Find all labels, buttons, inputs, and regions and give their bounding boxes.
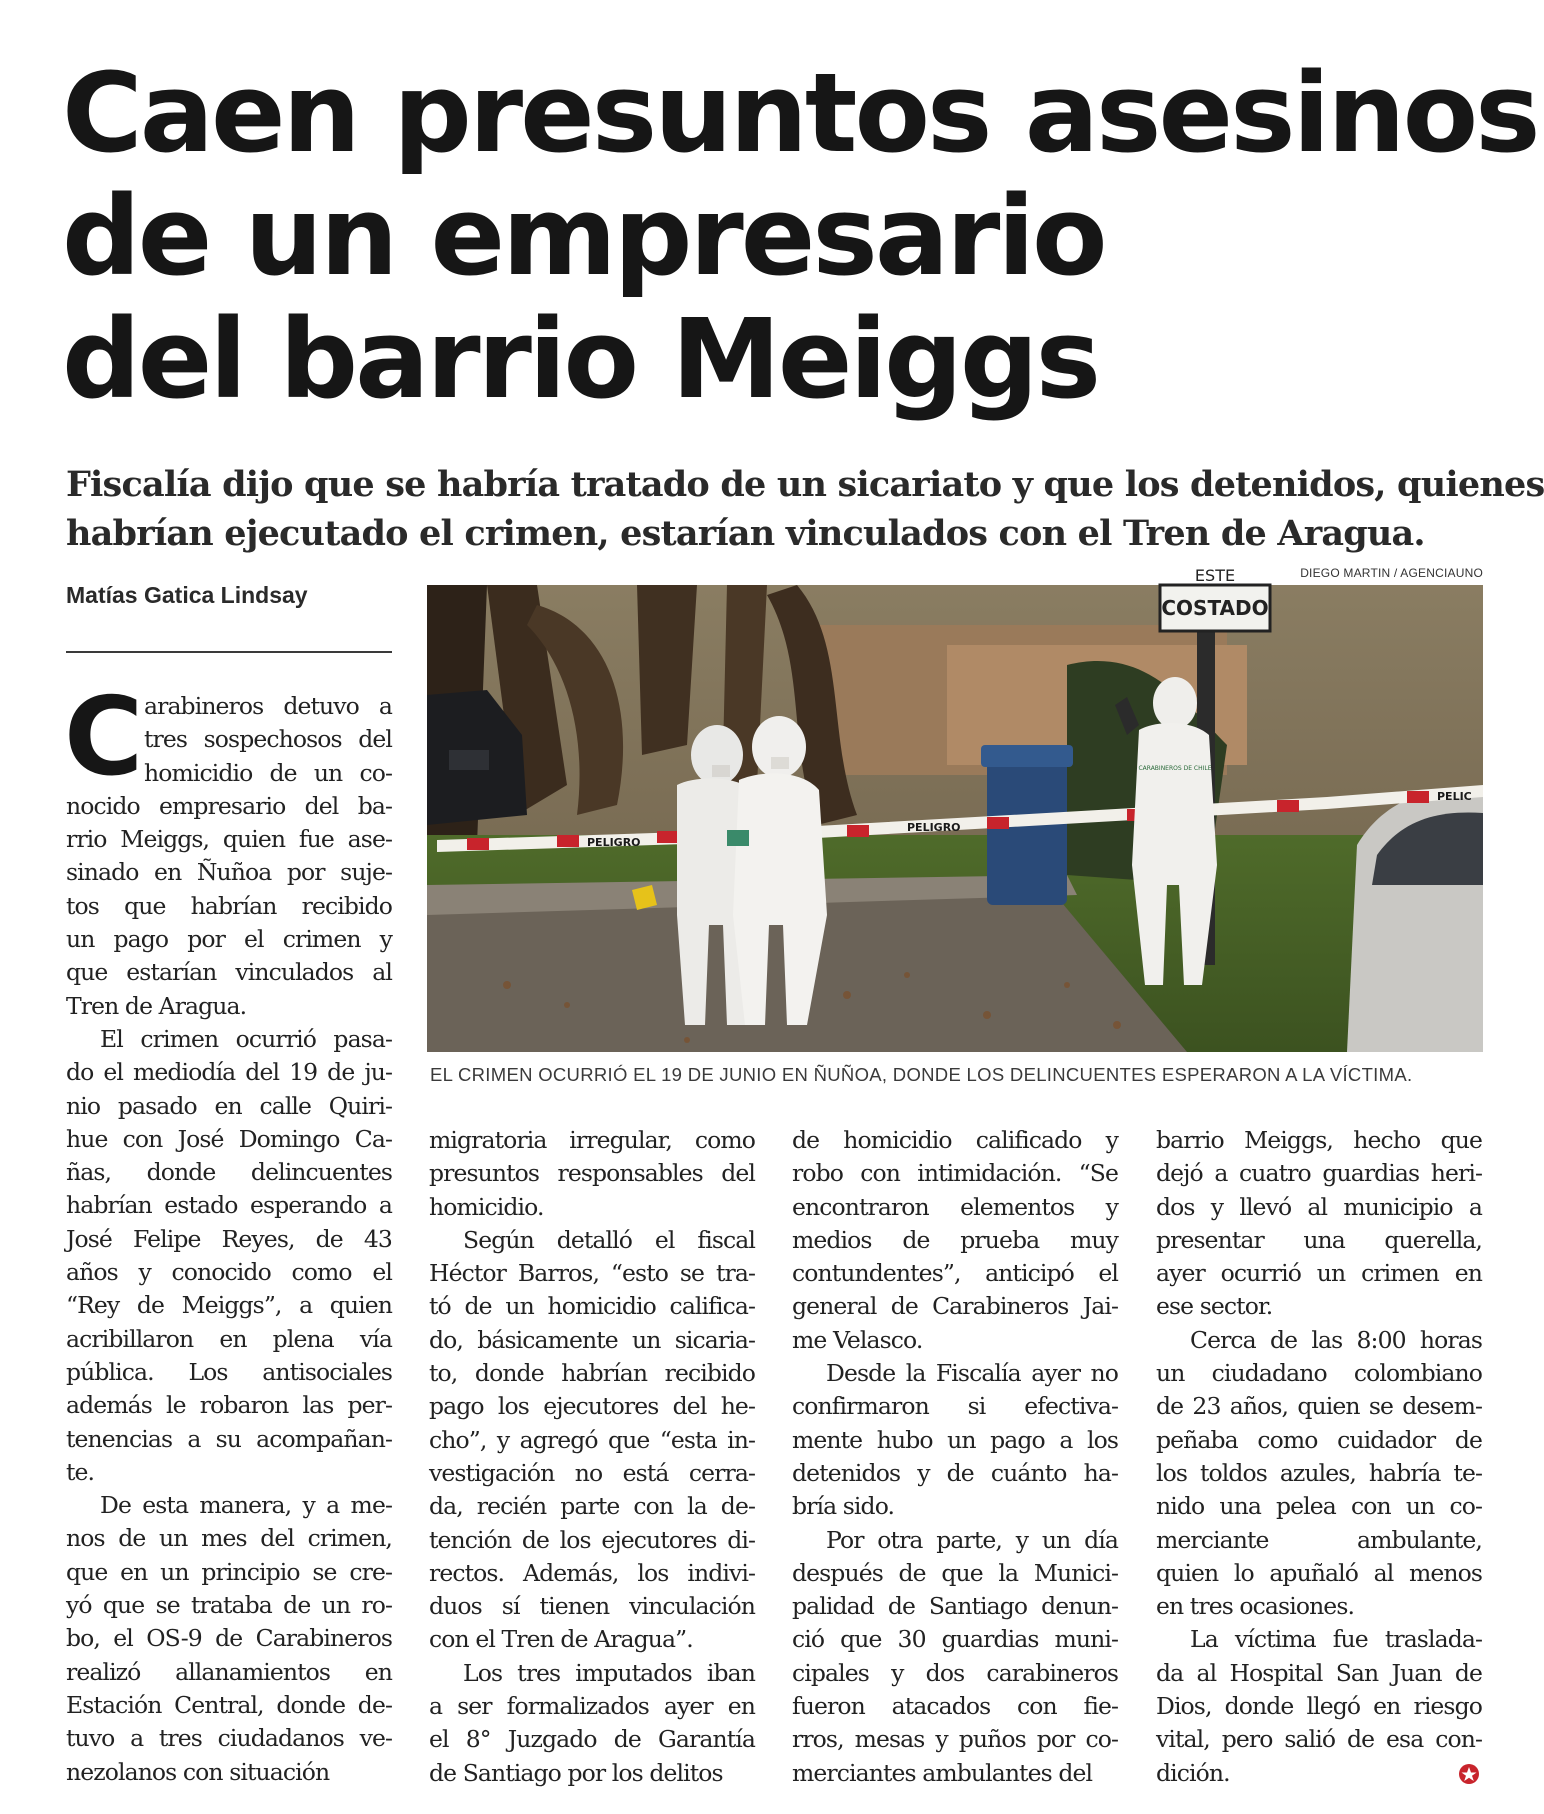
article-text-line: que en un principio se cre- bbox=[66, 1557, 392, 1586]
article-text-line: La víctima fue traslada- bbox=[1190, 1625, 1482, 1654]
article-text-line: contundentes”, anticipó el bbox=[792, 1259, 1118, 1288]
headline-line: de un empresario bbox=[62, 172, 1105, 300]
article-text-line: Según detalló el fiscal bbox=[463, 1225, 755, 1254]
headline-line: del barrio Meiggs bbox=[62, 295, 1099, 423]
article-text-line: fueron atacados con fie- bbox=[792, 1692, 1118, 1721]
article-text-line: da, recién parte con la de- bbox=[429, 1492, 755, 1521]
article-text-line: tres sospechosos del bbox=[144, 725, 392, 754]
article-text-line: mente hubo un pago a los bbox=[792, 1425, 1118, 1454]
byline: Matías Gatica Lindsay bbox=[66, 582, 308, 608]
article-text-line: tenencias a su acompañan- bbox=[66, 1424, 392, 1453]
article-text-line: ñas, donde delincuentes bbox=[66, 1158, 392, 1187]
sign-text-top: ESTE bbox=[1194, 566, 1236, 585]
article-text-line: sinado en Ñuñoa por suje- bbox=[66, 858, 392, 887]
drop-cap: C bbox=[64, 675, 144, 800]
article-text-line: Desde la Fiscalía ayer no bbox=[826, 1359, 1118, 1388]
article-text-line: además le robaron las per- bbox=[66, 1391, 392, 1420]
article-text-line: palidad de Santiago denun- bbox=[792, 1592, 1118, 1621]
article-text-line: Cerca de las 8:00 horas bbox=[1190, 1325, 1482, 1354]
article-text-line: me Velasco. bbox=[792, 1325, 923, 1354]
article-text-line: vestigación no está cerra- bbox=[429, 1458, 755, 1487]
article-text-line: te. bbox=[66, 1457, 95, 1486]
article-text-line: Dios, donde llegó en riesgo bbox=[1156, 1692, 1482, 1721]
article-text-line: homicidio de un co- bbox=[144, 758, 392, 787]
article-text-line: De esta manera, y a me- bbox=[100, 1491, 392, 1520]
article-text-line: quien lo apuñaló al menos bbox=[1156, 1558, 1482, 1587]
article-text-line: confirmaron si efectiva- bbox=[792, 1392, 1118, 1421]
article-text-line: Estación Central, donde de- bbox=[66, 1690, 392, 1719]
article-text-line: años y conocido como el bbox=[66, 1258, 392, 1287]
article-text-line: después de que la Munici- bbox=[792, 1558, 1118, 1587]
article-text-line: realizó allanamientos en bbox=[66, 1657, 392, 1686]
article-text-line: a ser formalizados ayer en bbox=[429, 1692, 755, 1721]
article-text-line: cho”, y agregó que “esta in- bbox=[429, 1425, 755, 1454]
article-text-line: duos sí tienen vinculación bbox=[429, 1592, 755, 1621]
article-text-line: tuvo a tres ciudadanos ve- bbox=[66, 1724, 392, 1753]
article-text-line: rrio Meiggs, quien fue ase- bbox=[66, 825, 392, 854]
article-text-line: rros, mesas y puños por co- bbox=[792, 1725, 1118, 1754]
tape-text: PELIGRO bbox=[907, 821, 961, 834]
article-text-line: ese sector. bbox=[1156, 1292, 1273, 1321]
suit-text: CARABINEROS DE CHILE bbox=[1138, 765, 1212, 772]
article-text-line: peñaba como cuidador de bbox=[1156, 1425, 1482, 1454]
article-text-line: un pago por el crimen y bbox=[66, 925, 392, 954]
article-text-line: los toldos azules, habría te- bbox=[1156, 1458, 1482, 1487]
article-text-line: nio pasado en calle Quiri- bbox=[66, 1091, 392, 1120]
article-text-line: tos que habrían recibido bbox=[66, 891, 392, 920]
article-text-line: hue con José Domingo Ca- bbox=[66, 1124, 392, 1153]
article-text-line: tención de los ejecutores di- bbox=[429, 1525, 755, 1554]
article-text-line: encontraron elementos y bbox=[792, 1192, 1118, 1221]
article-text-line: vital, pero salió de esa con- bbox=[1156, 1725, 1482, 1754]
article-text-line: nocido empresario del ba- bbox=[66, 791, 392, 820]
article-text-line: barrio Meiggs, hecho que bbox=[1156, 1126, 1482, 1154]
article-text-line: El crimen ocurrió pasa- bbox=[100, 1024, 392, 1053]
article-text-line: merciante ambulante, bbox=[1156, 1525, 1482, 1554]
deck-line: habrían ejecutado el crimen, estarían vinculados con el Tren de Aragua. bbox=[66, 513, 1425, 554]
article-text-line: do, básicamente un sicaria- bbox=[429, 1325, 755, 1354]
article-text-line: homicidio. bbox=[429, 1192, 544, 1221]
article-text-line: ayer ocurrió un crimen en bbox=[1156, 1259, 1482, 1288]
article-text-line: con el Tren de Aragua”. bbox=[429, 1625, 693, 1654]
article-text-line: migratoria irregular, como bbox=[429, 1126, 755, 1154]
deck-subheadline bbox=[66, 460, 1544, 558]
article-text-line: pago los ejecutores del he- bbox=[429, 1392, 755, 1421]
tape-text: PELIC bbox=[1437, 790, 1472, 803]
article-column-4 bbox=[1156, 1124, 1482, 1790]
article-text-line: arabineros detuvo a bbox=[144, 692, 392, 720]
article-text-line: habrían estado esperando a bbox=[66, 1191, 392, 1220]
article-text-line: da al Hospital San Juan de bbox=[1156, 1658, 1482, 1687]
article-text-line: de 23 años, quien se desem- bbox=[1156, 1392, 1482, 1421]
article-text-line: merciantes ambulantes del bbox=[792, 1758, 1093, 1787]
article-text-line: dición. bbox=[1156, 1758, 1230, 1787]
article-text-line: bría sido. bbox=[792, 1492, 895, 1521]
article-text-line: cipales y dos carabineros bbox=[792, 1658, 1118, 1687]
article-column-3 bbox=[792, 1124, 1118, 1790]
article-text-line: nezolanos con situación bbox=[66, 1757, 330, 1786]
article-text-line: nido una pelea con un co- bbox=[1156, 1492, 1482, 1521]
article-column-1 bbox=[64, 675, 392, 1789]
byline-rule bbox=[66, 651, 392, 653]
article-text-line: que estarían vinculados al bbox=[66, 958, 392, 987]
article-text-line: pública. Los antisociales bbox=[66, 1357, 392, 1386]
article-text-line: “Rey de Meiggs”, a quien bbox=[66, 1291, 392, 1320]
article-text-line: acribillaron en plena vía bbox=[66, 1324, 392, 1353]
article-text-line: medios de prueba muy bbox=[792, 1225, 1118, 1254]
article-text-line: Por otra parte, y un día bbox=[826, 1525, 1118, 1554]
article-text-line: to, donde habrían recibido bbox=[429, 1359, 755, 1388]
article-text-line: do el mediodía del 19 de ju- bbox=[66, 1058, 392, 1087]
headline bbox=[62, 49, 1538, 423]
article-text-line: el 8° Juzgado de Garantía bbox=[429, 1725, 755, 1754]
deck-line: Fiscalía dijo que se habría tratado de un sicariato y que los detenidos, quienes bbox=[66, 464, 1544, 505]
article-text-line: José Felipe Reyes, de 43 bbox=[66, 1224, 392, 1253]
photo-credit: DIEGO MARTIN / AGENCIAUNO bbox=[1300, 566, 1483, 580]
article-text-line: nos de un mes del crimen, bbox=[66, 1524, 392, 1553]
article-text-line: tó de un homicidio califica- bbox=[429, 1292, 755, 1321]
article-text-line: de homicidio calificado y bbox=[792, 1126, 1118, 1154]
article-text-line: presentar una querella, bbox=[1156, 1225, 1482, 1254]
article-text-line: dos y llevó al municipio a bbox=[1156, 1192, 1482, 1221]
article-text-line: Héctor Barros, “esto se tra- bbox=[429, 1259, 755, 1288]
article-text-line: dejó a cuatro guardias heri- bbox=[1156, 1159, 1482, 1188]
article-text-line: un ciudadano colombiano bbox=[1156, 1359, 1482, 1388]
article-text-line: presuntos responsables del bbox=[429, 1159, 755, 1188]
article-text-line: rectos. Además, los indivi- bbox=[429, 1558, 755, 1587]
article-column-2 bbox=[429, 1124, 755, 1790]
article-text-line: Tren de Aragua. bbox=[66, 991, 247, 1020]
tape-text: PELIGRO bbox=[587, 836, 641, 849]
article-text-line: detenidos y de cuánto ha- bbox=[792, 1458, 1118, 1487]
headline-line: Caen presuntos asesinos bbox=[62, 49, 1538, 177]
article-text-line: en tres ocasiones. bbox=[1156, 1592, 1355, 1621]
article-text-line: Los tres imputados iban bbox=[463, 1658, 755, 1687]
photo-caption: EL CRIMEN OCURRIÓ EL 19 DE JUNIO EN ÑUÑOA, DONDE LOS DELINCUENTES ESPERARON A LA VÍCTIMA. bbox=[430, 1064, 1413, 1085]
article-text-line: ció que 30 guardias muni- bbox=[792, 1625, 1118, 1654]
article-text-line: robo con intimidación. “Se bbox=[792, 1159, 1118, 1188]
end-mark-icon bbox=[1458, 1763, 1480, 1785]
sign-text: COSTADO bbox=[1161, 596, 1269, 620]
article-text-line: yó que se trataba de un ro- bbox=[66, 1591, 392, 1620]
article-text-line: de Santiago por los delitos bbox=[429, 1758, 723, 1787]
article-text-line: general de Carabineros Jai- bbox=[792, 1292, 1118, 1321]
article-text-line: bo, el OS-9 de Carabineros bbox=[66, 1624, 392, 1653]
